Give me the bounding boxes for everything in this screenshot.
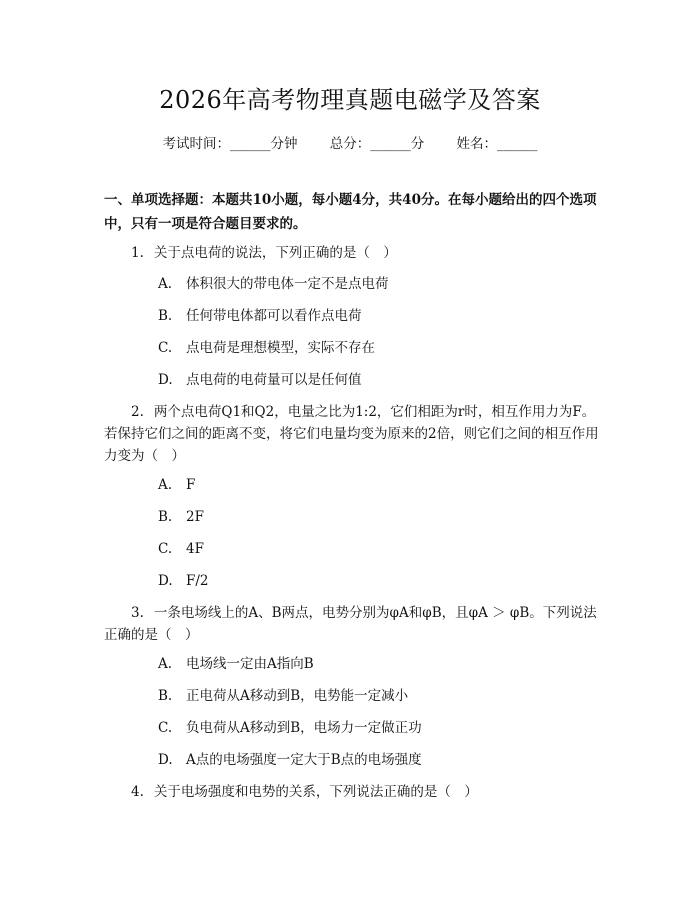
option-3b — [158, 685, 408, 707]
option-text: 点电荷是理想模型，实际不存在 — [186, 340, 375, 356]
option-text: 电场线一定由A指向B — [186, 656, 314, 672]
option-text: 正电荷从A移动到B，电势能一定减小 — [186, 688, 409, 704]
question-text: 两个点电荷Q1和Q2，电量之比为1:2，它们相距为r时，相互作用力为F。若保持它们之间的距离不变，将它们电量均变为原来的2倍，则它们之间的相互作用力变为（ ） — [104, 404, 599, 464]
option-label: B. — [158, 509, 173, 525]
option-2c — [158, 538, 204, 560]
option-label: D. — [158, 372, 173, 388]
option-1d — [158, 369, 362, 391]
option-label: A. — [158, 656, 173, 672]
student-name: 姓名：______ — [456, 136, 538, 152]
total-score: 总分：______分 — [329, 136, 425, 152]
question-text: 关于点电荷的说法，下列正确的是（ ） — [153, 245, 397, 261]
document-title: 2026年高考物理真题电磁学及答案 — [159, 86, 541, 114]
option-text: F/2 — [186, 573, 209, 589]
option-text: A点的电场强度一定大于B点的电场强度 — [186, 752, 422, 768]
option-label: C. — [158, 720, 173, 736]
question-2 — [104, 401, 600, 467]
option-text: 点电荷的电荷量可以是任何值 — [186, 372, 362, 388]
option-3a — [158, 653, 314, 675]
option-3d — [158, 749, 422, 771]
option-2b — [158, 506, 204, 528]
option-2a — [158, 474, 195, 496]
option-text: 2F — [186, 509, 204, 525]
question-1 — [104, 242, 600, 264]
option-label: B. — [158, 688, 173, 704]
question-3 — [104, 602, 600, 646]
question-number: 4. — [131, 784, 144, 800]
question-number: 3. — [131, 605, 144, 621]
option-text: F — [186, 477, 196, 493]
question-4 — [104, 781, 600, 803]
section-heading: 一、单项选择题：本题共10小题，每小题4分，共40分。在每小题给出的四个选项中，只有一项是符合题目要求的。 — [104, 192, 597, 232]
option-label: A. — [158, 477, 173, 493]
question-text: 一条电场线上的A、B两点，电势分别为φA和φB，且φA ＞ φB。下列说法正确的是（ ） — [104, 605, 597, 643]
exam-time: 考试时间：______分钟 — [162, 136, 298, 152]
option-3c — [158, 717, 422, 739]
option-text: 4F — [186, 541, 204, 557]
option-label: D. — [158, 573, 173, 589]
exam-meta — [0, 132, 700, 152]
option-1c — [158, 337, 375, 359]
question-number: 2. — [131, 404, 144, 420]
question-text: 关于电场强度和电势的关系，下列说法正确的是（ ） — [153, 784, 478, 800]
option-text: 负电荷从A移动到B，电场力一定做正功 — [186, 720, 422, 736]
option-text: 任何带电体都可以看作点电荷 — [186, 308, 362, 324]
question-number: 1. — [131, 245, 144, 261]
option-2d — [158, 570, 209, 592]
option-1b — [158, 305, 362, 327]
option-label: C. — [158, 340, 173, 356]
option-label: B. — [158, 308, 173, 324]
option-label: C. — [158, 541, 173, 557]
option-label: A. — [158, 276, 173, 292]
option-text: 体积很大的带电体一定不是点电荷 — [186, 276, 389, 292]
option-1a — [158, 273, 389, 295]
option-label: D. — [158, 752, 173, 768]
